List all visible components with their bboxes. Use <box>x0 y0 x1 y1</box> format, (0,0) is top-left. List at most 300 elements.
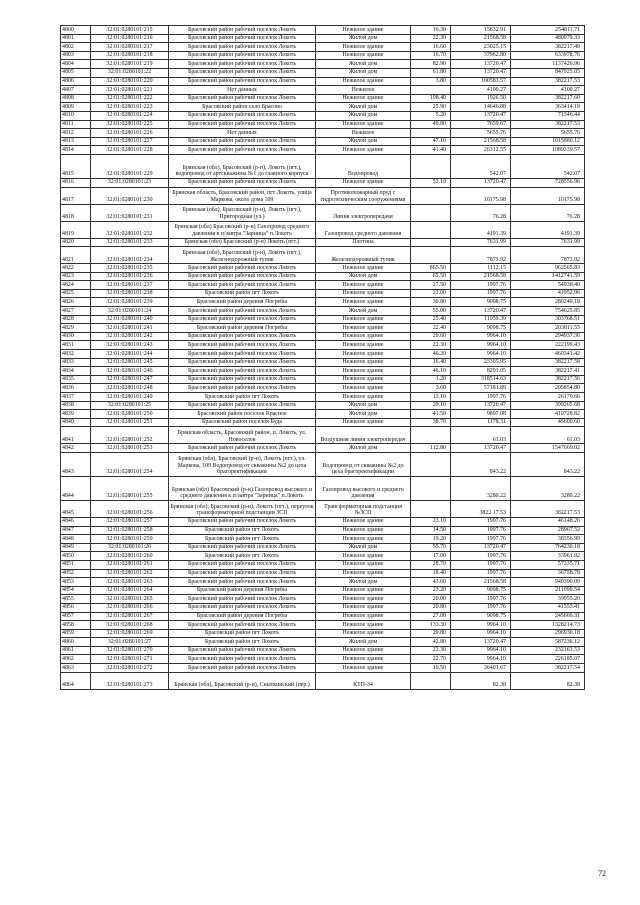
cadastral-number-cell: 32:01:0280101:27 <box>91 638 169 647</box>
row-number-cell: 4841 <box>61 427 91 444</box>
unit-value-cell: 843.22 <box>451 452 511 476</box>
object-name-cell: Нежилое здание <box>316 146 411 155</box>
cadastral-number-cell: 32:01:0280101:258 <box>91 526 169 535</box>
table-row <box>61 324 585 333</box>
object-name-cell: Жилой дом <box>316 401 411 410</box>
object-name-cell: Жилой дом <box>316 137 411 146</box>
address-cell: Нет данных <box>169 129 316 138</box>
cadastral-value-cell: 1089339.57 <box>511 146 585 155</box>
table-row <box>61 452 585 476</box>
unit-value-cell: 9964.10 <box>451 332 511 341</box>
table-row <box>61 60 585 69</box>
cadastral-number-cell: 32:01:0280101:237 <box>91 281 169 290</box>
area-cell <box>411 154 451 178</box>
unit-value-cell: 4100.27 <box>451 86 511 95</box>
area-cell: 22.30 <box>411 341 451 350</box>
table-row <box>61 367 585 376</box>
area-cell: 46.20 <box>411 350 451 359</box>
table-row <box>61 332 585 341</box>
cadastral-number-cell: 32:01:0280101:249 <box>91 393 169 402</box>
object-name-cell: Нежилое здание <box>316 350 411 359</box>
cadastral-value-cell: 382217.60 <box>511 94 585 103</box>
unit-value-cell: 7873.92 <box>451 247 511 264</box>
object-name-cell: Нежилое здание <box>316 367 411 376</box>
table-row <box>61 43 585 52</box>
address-cell: Брянская (обл), Брасовский (р-н), Сныткинский (пер.) <box>169 672 316 689</box>
address-cell: Брасовский район рабочий поселок Локоть <box>169 178 316 187</box>
area-cell: 27.00 <box>411 612 451 621</box>
row-number-cell: 4807 <box>61 86 91 95</box>
unit-value-cell: 1997.76 <box>451 289 511 298</box>
area-cell <box>411 238 451 247</box>
cadastral-value-cell: 296930.18 <box>511 629 585 638</box>
row-number-cell: 4830 <box>61 332 91 341</box>
table-row <box>61 578 585 587</box>
table-row <box>61 298 585 307</box>
cadastral-number-cell: 32:01:0280101:218 <box>91 51 169 60</box>
cadastral-value-cell: 38356.99 <box>511 535 585 544</box>
address-cell: Брасовский район рабочий поселок Локоть <box>169 137 316 146</box>
cadastral-number-cell: 32:01:0280101:216 <box>91 34 169 43</box>
cadastral-value-cell: 33961.92 <box>511 552 585 561</box>
row-number-cell: 4811 <box>61 120 91 129</box>
unit-value-cell: 9964.10 <box>451 341 511 350</box>
cadastral-number-cell: 32:01:0280101:248 <box>91 384 169 393</box>
object-name-cell: Нежилое здание <box>316 120 411 129</box>
address-cell: Брасовский район рабочий поселок Локоть <box>169 595 316 604</box>
area-cell <box>411 204 451 221</box>
row-number-cell: 4861 <box>61 646 91 655</box>
cadastral-value-cell: 843.22 <box>511 452 585 476</box>
object-name-cell: Нежилое здание <box>316 535 411 544</box>
unit-value-cell: 15632.91 <box>451 26 511 35</box>
object-name-cell: Нежилое здание <box>316 552 411 561</box>
area-cell <box>411 452 451 476</box>
area-cell: 43.60 <box>411 578 451 587</box>
area-cell: 5.20 <box>411 111 451 120</box>
cadastral-value-cell: 7873.92 <box>511 247 585 264</box>
address-cell: Брасовский район деревня Погребы <box>169 586 316 595</box>
cadastral-number-cell: 32:01:0280101:219 <box>91 60 169 69</box>
table-row <box>61 444 585 453</box>
table-row <box>61 427 585 444</box>
row-number-cell: 4826 <box>61 298 91 307</box>
address-cell: Брасовский район рабочий поселок Локоть <box>169 655 316 664</box>
area-cell: 29.80 <box>411 629 451 638</box>
address-cell: Брасовский район рабочий поселок Локоть <box>169 51 316 60</box>
table-row <box>61 595 585 604</box>
area-cell: 42.80 <box>411 638 451 647</box>
address-cell: Брянская (обл) Брасовский (р-н) Локоть (пгт.) <box>169 238 316 247</box>
unit-value-cell: 14646.88 <box>451 103 511 112</box>
unit-value-cell: 1997.76 <box>451 535 511 544</box>
area-cell: 28.70 <box>411 560 451 569</box>
row-number-cell: 4842 <box>61 444 91 453</box>
cadastral-number-cell: 32:01:0280101:22 <box>91 68 169 77</box>
address-cell: Брасовский район рабочий поселок Локоть <box>169 358 316 367</box>
cadastral-number-cell: 32:01:0280101:271 <box>91 655 169 664</box>
cadastral-number-cell: 32:01:0280101:227 <box>91 137 169 146</box>
object-name-cell: Жилой дом <box>316 111 411 120</box>
object-name-cell: Жилой дом <box>316 307 411 316</box>
cadastral-number-cell: 32:01:0280101:244 <box>91 350 169 359</box>
row-number-cell: 4862 <box>61 655 91 664</box>
cadastral-number-cell: 32:01:0280101:223 <box>91 103 169 112</box>
row-number-cell: 4860 <box>61 638 91 647</box>
area-cell: 23.10 <box>411 517 451 526</box>
address-cell: Брянская (обл), Брасовский (р-н), Локоть (пгт.), ул. Маркова, 109 Водопровод от скважины №2 до цеха брагоректификации <box>169 452 316 476</box>
cadastral-number-cell: 32:01:0280101:215 <box>91 26 169 35</box>
row-number-cell: 4857 <box>61 612 91 621</box>
property-register-table <box>60 25 585 690</box>
object-name-cell: Нежилое здание <box>316 332 411 341</box>
address-cell: Брасовский район рабочий поселок Локоть <box>169 332 316 341</box>
cadastral-number-cell: 32:01:0280101:26 <box>91 543 169 552</box>
unit-value-cell: 76.28 <box>451 204 511 221</box>
object-name-cell: Нежилое здание <box>316 384 411 393</box>
cadastral-value-cell: 587236.12 <box>511 638 585 647</box>
unit-value-cell: 7631.99 <box>451 238 511 247</box>
table-row <box>61 341 585 350</box>
unit-value-cell: 4191.39 <box>451 221 511 238</box>
table-row <box>61 543 585 552</box>
address-cell: Брасовский район рабочий поселок Локоть <box>169 77 316 86</box>
table-row <box>61 375 585 384</box>
address-cell: Брасовский район рабочий поселок Локоть <box>169 560 316 569</box>
address-cell: Брасовский район деревня Погребы <box>169 612 316 621</box>
object-name-cell: Жилой дом <box>316 68 411 77</box>
area-cell: 18.40 <box>411 569 451 578</box>
cadastral-value-cell: 382217.54 <box>511 664 585 673</box>
cadastral-value-cell: 1547669.02 <box>511 444 585 453</box>
row-number-cell: 4855 <box>61 595 91 604</box>
object-name-cell: Нежилое здание <box>316 586 411 595</box>
table-row <box>61 401 585 410</box>
cadastral-value-cell: 57335.71 <box>511 560 585 569</box>
unit-value-cell: 13720.47 <box>451 68 511 77</box>
address-cell: Брянская (обл), Брасовский (р-н), Локоть (пгт.), водопровод от артскважины №1 до главного корпуса <box>169 154 316 178</box>
area-cell: 112.80 <box>411 444 451 453</box>
cadastral-value-cell: 382217.53 <box>511 120 585 129</box>
cadastral-value-cell: 847925.05 <box>511 68 585 77</box>
object-name-cell: Нежилое здание <box>316 646 411 655</box>
cadastral-number-cell: 32:01:0280101:241 <box>91 324 169 333</box>
cadastral-number-cell: 32:01:0280101:245 <box>91 358 169 367</box>
address-cell: Брянская (обл), Брасовский (р-н), Локоть (пгт.), переулок трансформаторной подстанции ЗСП <box>169 500 316 517</box>
area-cell <box>411 86 451 95</box>
cadastral-value-cell: 232163.53 <box>511 646 585 655</box>
unit-value-cell: 9964.10 <box>451 655 511 664</box>
cadastral-value-cell: 303768.51 <box>511 315 585 324</box>
address-cell: Брасовский район рабочий поселок Локоть <box>169 646 316 655</box>
table-row <box>61 393 585 402</box>
address-cell: Брасовский район рабочий поселок Локоть <box>169 367 316 376</box>
object-name-cell: Нежилое здание <box>316 77 411 86</box>
unit-value-cell: 1997.76 <box>451 281 511 290</box>
unit-value-cell: 36401.67 <box>451 664 511 673</box>
table-row <box>61 68 585 77</box>
unit-value-cell: 1997.76 <box>451 603 511 612</box>
address-cell: Брасовский район пгт Локоть <box>169 526 316 535</box>
unit-value-cell: 13720.47 <box>451 401 511 410</box>
object-name-cell: Воздушная линия электропередач <box>316 427 411 444</box>
table-row <box>61 154 585 178</box>
cadastral-number-cell: 32:01:0280101:253 <box>91 444 169 453</box>
unit-value-cell: 9964.10 <box>451 629 511 638</box>
table-row <box>61 569 585 578</box>
row-number-cell: 4847 <box>61 526 91 535</box>
table-row <box>61 307 585 316</box>
address-cell: Брасовский район рабочий поселок Локоть <box>169 60 316 69</box>
object-name-cell: Газопровод высокого и среднего давления <box>316 476 411 500</box>
table-row <box>61 655 585 664</box>
object-name-cell: Нежилое здание <box>316 595 411 604</box>
cadastral-number-cell: 32:01:0280101:263 <box>91 578 169 587</box>
unit-value-cell: 1997.76 <box>451 560 511 569</box>
object-name-cell: Нежилое здание <box>316 324 411 333</box>
table-row <box>61 500 585 517</box>
unit-value-cell: 5655.76 <box>451 129 511 138</box>
area-cell <box>411 187 451 204</box>
address-cell: Брасовский район рабочий поселок Локоть <box>169 281 316 290</box>
address-cell: Брасовский район рабочий поселок Локоть <box>169 401 316 410</box>
unit-value-cell: 13720.47 <box>451 111 511 120</box>
cadastral-number-cell: 32:01:0280101:255 <box>91 476 169 500</box>
row-number-cell: 4809 <box>61 103 91 112</box>
cadastral-value-cell: 382217.49 <box>511 43 585 52</box>
object-name-cell: Противопожарный пруд с гидротехническим сооружениями <box>316 187 411 204</box>
cadastral-number-cell: 32:01:0280101:265 <box>91 595 169 604</box>
table-row <box>61 289 585 298</box>
area-cell: 46.10 <box>411 367 451 376</box>
area-cell: 25.90 <box>411 103 451 112</box>
cadastral-number-cell: 32:01:0280101:268 <box>91 621 169 630</box>
row-number-cell: 4851 <box>61 560 91 569</box>
row-number-cell: 4821 <box>61 247 91 264</box>
area-cell: 865.50 <box>411 264 451 273</box>
unit-value-cell: 9098.75 <box>451 298 511 307</box>
area-cell: 20.80 <box>411 603 451 612</box>
cadastral-number-cell: 32:01:0280101:24 <box>91 307 169 316</box>
area-cell: 22.30 <box>411 34 451 43</box>
cadastral-number-cell: 32:01:0280101:226 <box>91 129 169 138</box>
row-number-cell: 4815 <box>61 154 91 178</box>
table-row <box>61 129 585 138</box>
unit-value-cell: 1997.76 <box>451 393 511 402</box>
row-number-cell: 4838 <box>61 401 91 410</box>
cadastral-number-cell: 32:01:0280101:231 <box>91 204 169 221</box>
cadastral-number-cell: 32:01:0280101:224 <box>91 111 169 120</box>
table-row <box>61 178 585 187</box>
cadastral-number-cell: 32:01:0280101:254 <box>91 452 169 476</box>
object-name-cell: Жилой дом <box>316 543 411 552</box>
cadastral-value-cell: 1412741.59 <box>511 272 585 281</box>
row-number-cell: 4839 <box>61 410 91 419</box>
object-name-cell: Водопровод от скважины №2 до цеха брагоректификации <box>316 452 411 476</box>
address-cell: Брасовский район рабочий поселок Локоть <box>169 375 316 384</box>
row-number-cell: 4853 <box>61 578 91 587</box>
address-cell: Брасовский район пгт Локоть <box>169 535 316 544</box>
row-number-cell: 4823 <box>61 272 91 281</box>
unit-value-cell: 8291.05 <box>451 367 511 376</box>
cadastral-number-cell: 32:01:0280101:261 <box>91 560 169 569</box>
address-cell: Брасовский район пгт Локоть <box>169 289 316 298</box>
unit-value-cell: 82.38 <box>451 672 511 689</box>
row-number-cell: 4863 <box>61 664 91 673</box>
area-cell: 29.10 <box>411 401 451 410</box>
row-number-cell: 4818 <box>61 204 91 221</box>
row-number-cell: 4805 <box>61 68 91 77</box>
cadastral-value-cell: 203811.55 <box>511 324 585 333</box>
cadastral-number-cell: 32:01:0280101:23 <box>91 178 169 187</box>
row-number-cell: 4813 <box>61 137 91 146</box>
unit-value-cell: 13720.47 <box>451 60 511 69</box>
unit-value-cell: 23305.95 <box>451 358 511 367</box>
cadastral-value-cell: 54938.40 <box>511 281 585 290</box>
address-cell: Брасовский район рабочий поселок Локоть <box>169 34 316 43</box>
unit-value-cell: 13720.47 <box>451 543 511 552</box>
address-cell: Брасовский район рабочий поселок Локоть <box>169 569 316 578</box>
unit-value-cell: 1997.76 <box>451 552 511 561</box>
address-cell: Брасовский район пгт Локоть <box>169 552 316 561</box>
table-row <box>61 629 585 638</box>
cadastral-value-cell: 382217.56 <box>511 375 585 384</box>
area-cell <box>411 476 451 500</box>
object-name-cell: Жилой дом <box>316 578 411 587</box>
row-number-cell: 4835 <box>61 375 91 384</box>
cadastral-number-cell: 32:01:0280101:259 <box>91 535 169 544</box>
cadastral-value-cell: 3280.22 <box>511 476 585 500</box>
area-cell: 29.60 <box>411 332 451 341</box>
object-name-cell: Нежилое <box>316 129 411 138</box>
area-cell: 82.90 <box>411 60 451 69</box>
unit-value-cell: 9964.10 <box>451 646 511 655</box>
row-number-cell: 4843 <box>61 452 91 476</box>
unit-value-cell: 9964.10 <box>451 621 511 630</box>
cadastral-value-cell: 245666.31 <box>511 612 585 621</box>
unit-value-cell: 318514.63 <box>451 375 511 384</box>
table-row <box>61 120 585 129</box>
row-number-cell: 4829 <box>61 324 91 333</box>
object-name-cell: Плотина <box>316 238 411 247</box>
cadastral-number-cell: 32:01:0280101:239 <box>91 298 169 307</box>
table-row <box>61 646 585 655</box>
object-name-cell: Жилой дом <box>316 638 411 647</box>
cadastral-number-cell: 32:01:0280101:272 <box>91 664 169 673</box>
cadastral-value-cell: 46148.26 <box>511 517 585 526</box>
unit-value-cell: 61.03 <box>451 427 511 444</box>
address-cell: Брасовский район поселок Красное <box>169 410 316 419</box>
row-number-cell: 4833 <box>61 358 91 367</box>
object-name-cell: Жилой дом <box>316 103 411 112</box>
area-cell: 3.60 <box>411 384 451 393</box>
row-number-cell: 4832 <box>61 350 91 359</box>
row-number-cell: 4822 <box>61 264 91 273</box>
cadastral-value-cell: 82.38 <box>511 672 585 689</box>
cadastral-value-cell: 36758.78 <box>511 569 585 578</box>
cadastral-value-cell: 399265.68 <box>511 401 585 410</box>
table-row <box>61 517 585 526</box>
row-number-cell: 4846 <box>61 517 91 526</box>
row-number-cell: 4806 <box>61 77 91 86</box>
area-cell: 25.40 <box>411 315 451 324</box>
cadastral-value-cell: 363414.19 <box>511 103 585 112</box>
table-row <box>61 621 585 630</box>
cadastral-value-cell: 754625.85 <box>511 307 585 316</box>
area-cell: 38.70 <box>411 418 451 427</box>
row-number-cell: 4802 <box>61 43 91 52</box>
cadastral-value-cell: 1015880.12 <box>511 137 585 146</box>
cadastral-number-cell: 32:01:0280101:235 <box>91 264 169 273</box>
object-name-cell: Трансформаторная подстанция №ЗСП <box>316 500 411 517</box>
object-name-cell: Газопровод среднего давления <box>316 221 411 238</box>
cadastral-value-cell: 382217.58 <box>511 358 585 367</box>
table-row <box>61 221 585 238</box>
table-row <box>61 358 585 367</box>
address-cell: Брасовский район рабочий поселок Локоть <box>169 603 316 612</box>
cadastral-value-cell: 460341.42 <box>511 350 585 359</box>
row-number-cell: 4808 <box>61 94 91 103</box>
table-row <box>61 410 585 419</box>
area-cell <box>411 672 451 689</box>
table-row <box>61 552 585 561</box>
address-cell: Брасовский район деревня Погребы <box>169 298 316 307</box>
row-number-cell: 4840 <box>61 418 91 427</box>
row-number-cell: 4804 <box>61 60 91 69</box>
cadastral-number-cell: 32:01:0280101:273 <box>91 672 169 689</box>
unit-value-cell: 1997.76 <box>451 595 511 604</box>
area-cell: 23.20 <box>411 586 451 595</box>
unit-value-cell: 26312.55 <box>451 146 511 155</box>
object-name-cell: Нежилое здание <box>316 315 411 324</box>
cadastral-number-cell: 32:01:0280101:221 <box>91 86 169 95</box>
row-number-cell: 4856 <box>61 603 91 612</box>
table-row <box>61 664 585 673</box>
area-cell <box>411 129 451 138</box>
table-row <box>61 146 585 155</box>
row-number-cell: 4859 <box>61 629 91 638</box>
cadastral-number-cell: 32:01:0280101:267 <box>91 612 169 621</box>
address-cell: Брасовский район рабочий поселок Локоть <box>169 111 316 120</box>
table-row <box>61 77 585 86</box>
cadastral-number-cell: 32:01:0280101:229 <box>91 154 169 178</box>
cadastral-number-cell: 32:01:0280101:250 <box>91 410 169 419</box>
cadastral-value-cell: 1328214.73 <box>511 621 585 630</box>
cadastral-value-cell: 211090.54 <box>511 586 585 595</box>
row-number-cell: 4854 <box>61 586 91 595</box>
address-cell: Брасовский район рабочий поселок Локоть <box>169 517 316 526</box>
table-row <box>61 26 585 35</box>
area-cell: 22.70 <box>411 655 451 664</box>
area-cell: 41.40 <box>411 146 451 155</box>
object-name-cell: Жилой дом <box>316 34 411 43</box>
row-number-cell: 4828 <box>61 315 91 324</box>
cadastral-number-cell: 32:01:0280101:270 <box>91 646 169 655</box>
unit-value-cell: 1112.15 <box>451 264 511 273</box>
cadastral-value-cell: 5655.76 <box>511 129 585 138</box>
area-cell: 47.10 <box>411 137 451 146</box>
object-name-cell: Нежилое здание <box>316 569 411 578</box>
cadastral-value-cell: 382217.53 <box>511 77 585 86</box>
object-name-cell: Жилой дом <box>316 60 411 69</box>
unit-value-cell: 1997.76 <box>451 526 511 535</box>
table-row <box>61 638 585 647</box>
area-cell: 10.50 <box>411 664 451 673</box>
table-row <box>61 476 585 500</box>
address-cell: Брянская (обл) Брасовский (р-н) Газопровод высокого и среднего давления к п/завтра "Зарница" п.Локоть <box>169 476 316 500</box>
table-row <box>61 137 585 146</box>
unit-value-cell: 9098.75 <box>451 612 511 621</box>
